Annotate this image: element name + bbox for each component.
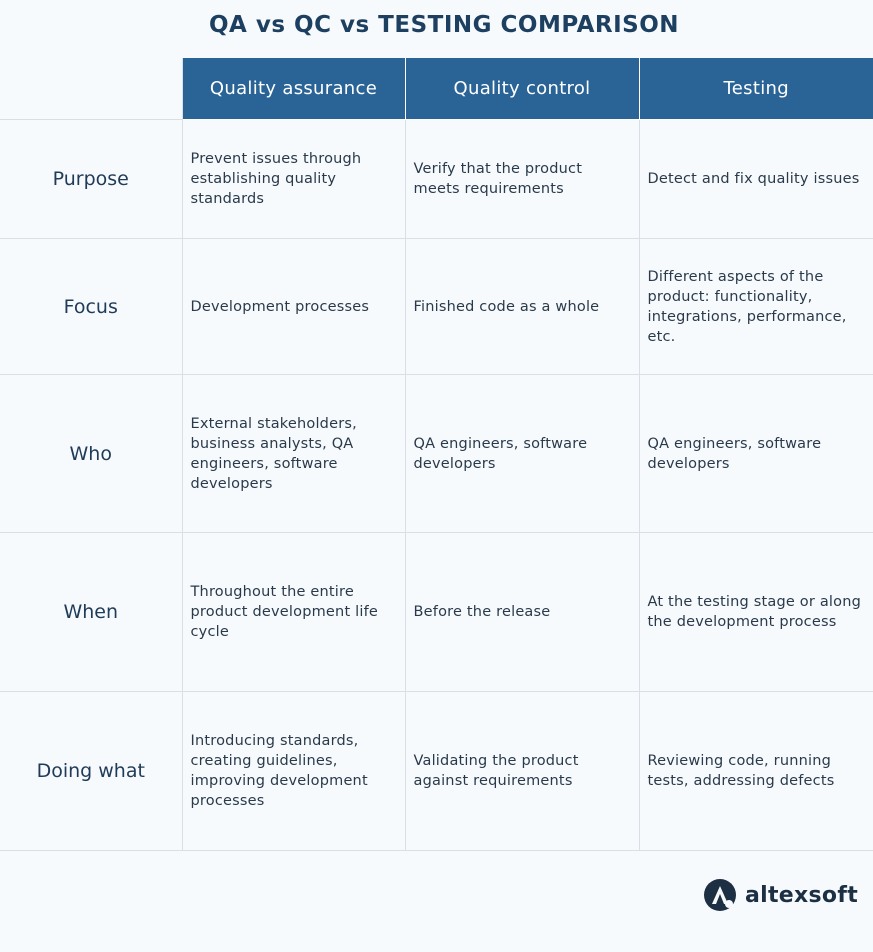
table-cell: Verify that the product meets requirements xyxy=(405,120,639,239)
row-label-purpose: Purpose xyxy=(0,120,182,239)
brand-logo xyxy=(703,878,858,912)
table-cell: Prevent issues through establishing quality standards xyxy=(182,120,405,239)
table-cell: Before the release xyxy=(405,533,639,692)
table-cell: Finished code as a whole xyxy=(405,239,639,375)
table-row xyxy=(0,120,873,239)
table-cell: At the testing stage or along the development process xyxy=(639,533,873,692)
table-row xyxy=(0,533,873,692)
comparison-table xyxy=(0,58,873,851)
table-cell: Validating the product against requirements xyxy=(405,692,639,851)
altexsoft-logo-icon xyxy=(703,878,737,912)
column-header-testing: Testing xyxy=(639,58,873,120)
column-header-quality-control: Quality control xyxy=(405,58,639,120)
table-row xyxy=(0,239,873,375)
table-cell: Detect and fix quality issues xyxy=(639,120,873,239)
table-cell: Reviewing code, running tests, addressing defects xyxy=(639,692,873,851)
row-label-who: Who xyxy=(0,375,182,533)
table-cell: External stakeholders, business analysts, QA engineers, software developers xyxy=(182,375,405,533)
table-row xyxy=(0,692,873,851)
table-cell: Development processes xyxy=(182,239,405,375)
table-cell: Different aspects of the product: functionality, integrations, performance, etc. xyxy=(639,239,873,375)
table-cell: QA engineers, software developers xyxy=(405,375,639,533)
row-label-when: When xyxy=(0,533,182,692)
table-row xyxy=(0,375,873,533)
table-corner xyxy=(0,58,182,120)
row-label-focus: Focus xyxy=(0,239,182,375)
brand-name: altexsoft xyxy=(745,882,859,908)
table-header-row xyxy=(0,58,873,120)
column-header-quality-assurance: Quality assurance xyxy=(182,58,405,120)
table-cell: Introducing standards, creating guidelines, improving development processes xyxy=(182,692,405,851)
page-title: QA vs QC vs TESTING COMPARISON xyxy=(208,12,680,38)
row-label-doing-what: Doing what xyxy=(0,692,182,851)
table-cell: QA engineers, software developers xyxy=(639,375,873,533)
table-cell: Throughout the entire product development life cycle xyxy=(182,533,405,692)
